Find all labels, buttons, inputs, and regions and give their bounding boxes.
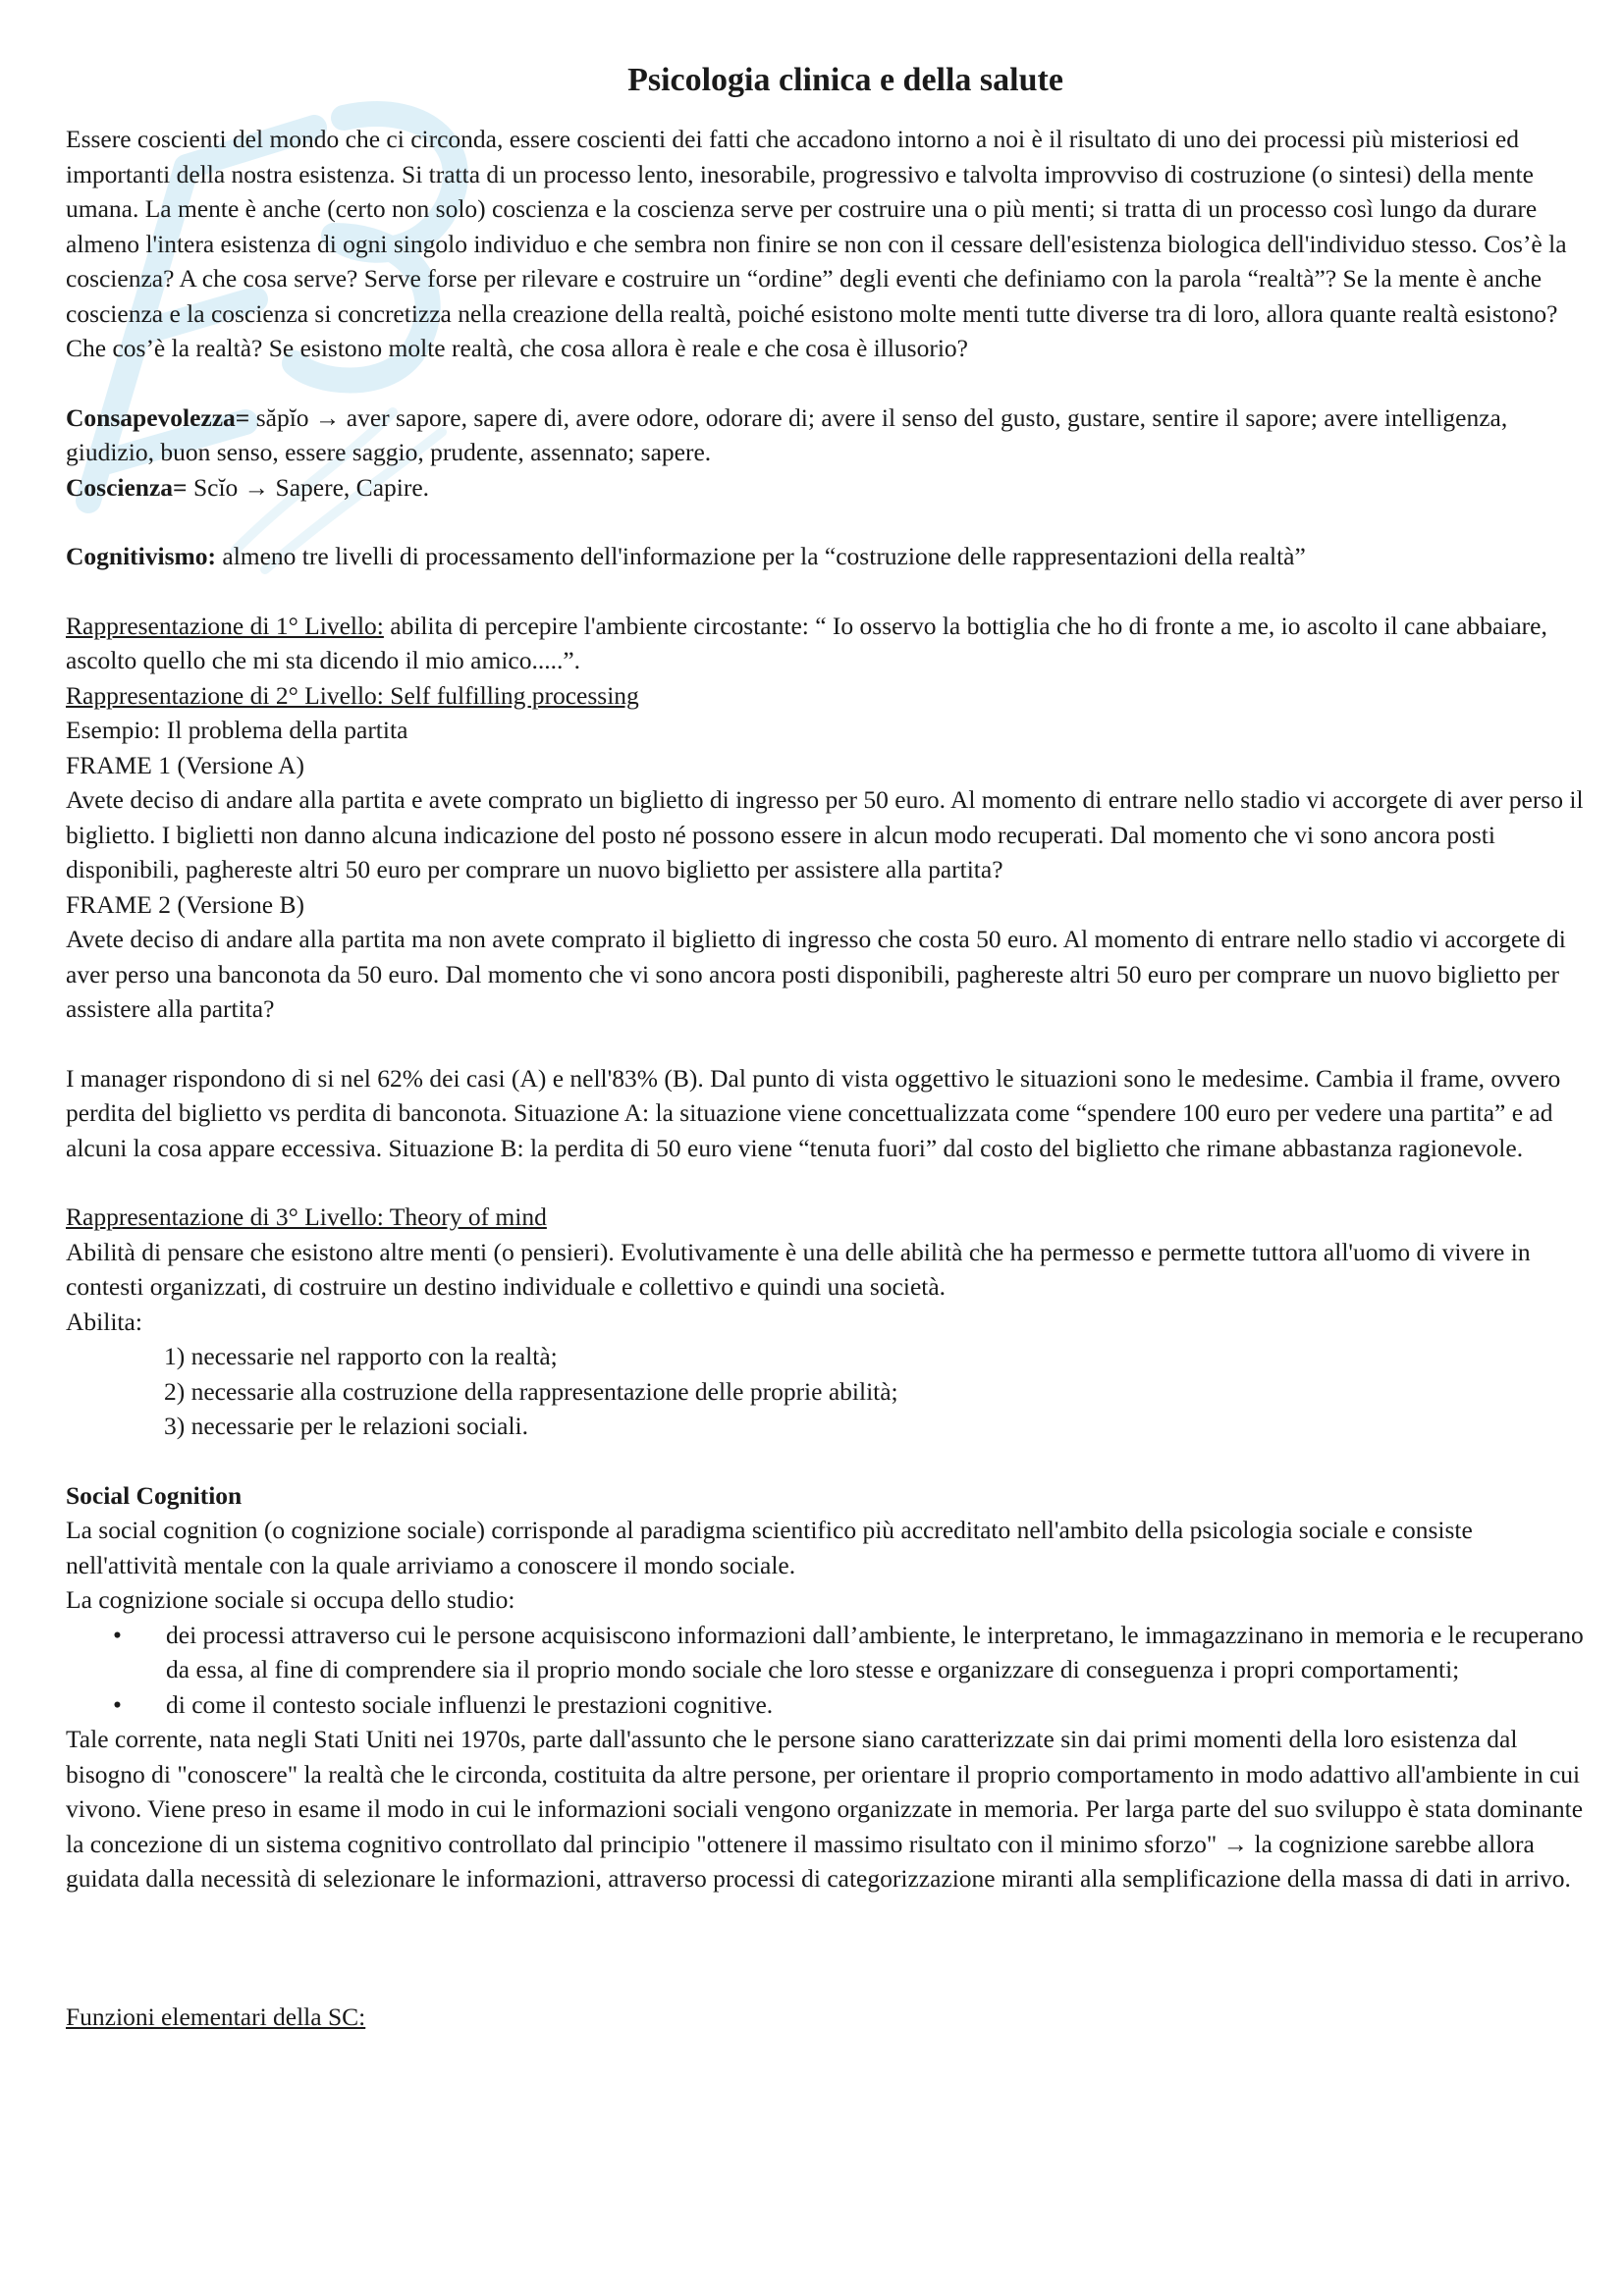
bullet-text: di come il contesto sociale influenzi le prestazioni cognitive. — [166, 1689, 774, 1719]
social-cognition-bullets — [66, 1618, 1586, 1723]
intro-paragraph: Essere coscienti del mondo che ci circonda, essere coscienti dei fatti che accadono intorno a noi è il risultato di uno dei processi più misteriosi ed importanti della nostra esistenza. Si tratta di un processo lento, inesorabile, progressivo e talvolta improvviso di costruzione (o sintesi) della mente umana. La mente è anche (certo non solo) coscienza e la coscienza serve per costruire una o più menti; si tratta di un processo così lungo da durare almeno l'intera esistenza di ogni singolo individuo e che sembra non finire se non con il cessare dell'esistenza biologica dell'individuo stesso. Cos’è la coscienza? A che cosa serve? Serve forse per rilevare e costruire un “ordine” degli eventi che definiamo con la parola “realtà”? Se la mente è anche coscienza e la coscienza si concretizza nella creazione della realtà, poiché esistono molte menti tutte diverse tra di loro, allora quante realtà esistono? Che cos’è la realtà? Se esistono molte realtà, che cosa allora è reale e che cosa è illusorio? — [66, 125, 1567, 362]
frame2-text: Avete deciso di andare alla partita ma non avete comprato il biglietto di ingresso che costa 50 euro. Al momento di entrare nello stadio vi accorgete di aver perso una banconota da 50 euro. Dal momento che vi sono ancora posti disponibili, paghereste altri 50 euro per comprare un nuovo biglietto per assistere alla partita? — [66, 925, 1566, 1023]
level1-paragraph — [66, 609, 1586, 678]
consapevolezza-text: săpĭo → aver sapore, sapere di, avere odore, odorare di; avere il senso del gusto, gustare, sentire il sapore; avere intelligenza, giudizio, buon senso, essere saggio, prudente, assennato; sapere. — [66, 402, 1508, 466]
consapevolezza-definition — [66, 400, 1586, 470]
page-title: Psicologia clinica e della salute — [627, 62, 1063, 98]
cognitivismo-term: Cognitivismo: — [66, 542, 216, 570]
cognitivismo-paragraph — [66, 539, 1586, 574]
frame-result-paragraph: I manager rispondono di si nel 62% dei casi (A) e nell'83% (B). Dal punto di vista oggettivo le situazioni sono le medesime. Cambia il frame, ovvero perdita del biglietto vs perdita di banconota. Situazione A: la situazione viene concettualizzata come “spendere 100 euro per vedere una partita” e ad alcuni la cosa appare eccessiva. Situazione B: la perdita di 50 euro viene “tenuta fuori” dal costo del biglietto che rimane abbastanza ragionevole. — [66, 1063, 1561, 1162]
funzioni-heading: Funzioni elementari della SC: — [66, 2002, 366, 2031]
bullet-icon: • — [113, 1620, 122, 1649]
bullet-icon: • — [113, 1689, 122, 1719]
level3-text: Abilità di pensare che esistono altre menti (o pensieri). Evolutivamente è una delle abilità che ha permesso e permette tuttora all'uomo di vivere in contesti organizzati, di costruire un destino individuale e collettivo e quindi una società. — [66, 1237, 1531, 1301]
level2-example: Esempio: Il problema della partita — [66, 716, 408, 744]
frame1-title: FRAME 1 (Versione A) — [66, 750, 304, 779]
list-item — [66, 1618, 1586, 1687]
abilita-item-1: 1) necessarie nel rapporto con la realtà; — [164, 1342, 558, 1370]
level1-text: abilita di percepire l'ambiente circostante: “ Io osservo la bottiglia che ho di fronte a me, io ascolto il cane abbaiare, ascolto quello che mi sta dicendo il mio amico.....”. — [66, 611, 1547, 674]
coscienza-term: Coscienza= — [66, 472, 188, 502]
bullet-text: dei processi attraverso cui le persone acquisiscono informazioni dall’ambiente, le interpretano, le immagazzinano in memoria e le recuperano da essa, al fine di comprendere sia il proprio mondo sociale che loro stesse e organizzare di conseguenza i propri comportamenti; — [166, 1620, 1584, 1683]
social-cognition-p3: Tale corrente, nata negli Stati Uniti nei 1970s, parte dall'assunto che le persone siano caratterizzate sin dai primi momenti della loro esistenza dal bisogno di "conoscere" la realtà che le circonda, costituita da altre persone, per orientare il proprio comportamento in modo adattivo all'ambiente in cui vivono. Viene preso in esame il modo in cui le informazioni sociali vengono organizzate in memoria. Per larga parte del suo sviluppo è stata dominante la concezione di un sistema cognitivo controllato dal principio "ottenere il massimo risultato con il minimo sforzo" → la cognizione sarebbe allora guidata dalla necessità di selezionare le informazioni, attraverso processi di categorizzazione miranti alla semplificazione della massa di dati in arrivo. — [66, 1725, 1584, 1893]
consapevolezza-term: Consapevolezza= — [66, 402, 250, 432]
social-cognition-heading: Social Cognition — [66, 1480, 243, 1510]
level1-heading: Rappresentazione di 1° Livello: — [66, 611, 384, 640]
abilita-item-2: 2) necessarie alla costruzione della rappresentazione delle proprie abilità; — [164, 1376, 898, 1406]
abilita-label: Abilita: — [66, 1307, 142, 1336]
level2-heading: Rappresentazione di 2° Livello: Self fulfilling processing — [66, 680, 639, 710]
level3-heading: Rappresentazione di 3° Livello: Theory of mind — [66, 1202, 547, 1231]
coscienza-text: Scĭo → Sapere, Capire. — [187, 472, 430, 502]
list-item — [66, 1687, 1586, 1723]
abilita-item-3: 3) necessarie per le relazioni sociali. — [164, 1412, 528, 1440]
document-body — [66, 57, 1586, 2034]
cognitivismo-text: almeno tre livelli di processamento dell'informazione per la “costruzione delle rappresentazioni della realtà” — [216, 542, 1306, 570]
coscienza-definition — [66, 470, 1586, 506]
frame2-title: FRAME 2 (Versione B) — [66, 889, 304, 919]
frame1-text: Avete deciso di andare alla partita e avete comprato un biglietto di ingresso per 50 euro. Al momento di entrare nello stadio vi accorgete di aver perso il biglietto. I biglietti non danno alcuna indicazione del posto né possono essere in alcun modo recuperati. Dal momento che vi sono ancora posti disponibili, paghereste altri 50 euro per comprare un nuovo biglietto per assistere alla partita? — [66, 785, 1584, 883]
social-cognition-p2: La cognizione sociale si occupa dello studio: — [66, 1585, 515, 1614]
social-cognition-p1: La social cognition (o cognizione sociale) corrisponde al paradigma scientifico più accreditato nell'ambito della psicologia sociale e consiste nell'attività mentale con la quale arriviamo a conoscere il mondo sociale. — [66, 1516, 1473, 1579]
